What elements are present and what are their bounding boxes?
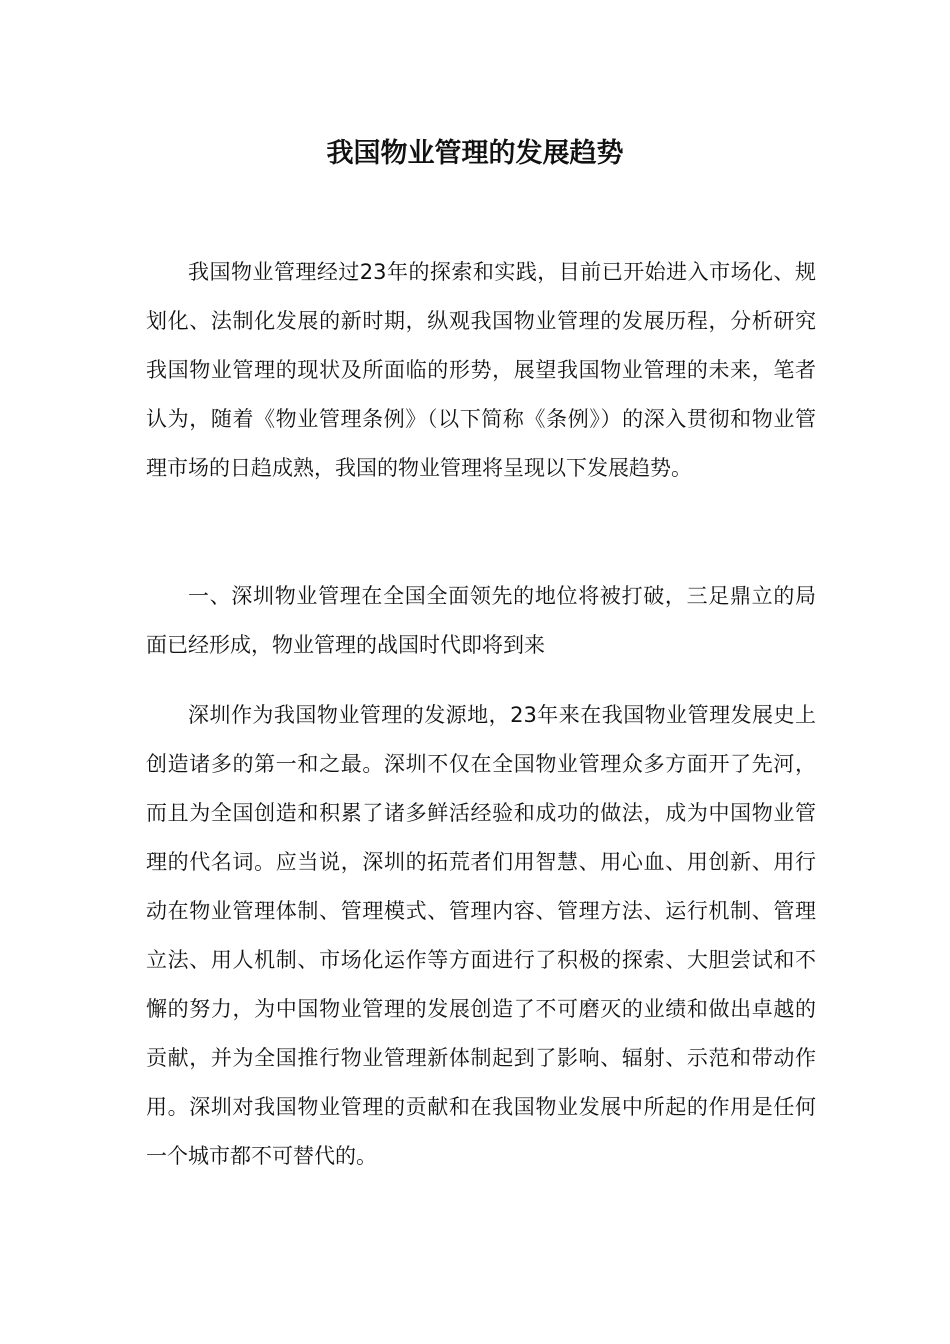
section-heading-one: 一、深圳物业管理在全国全面领先的地位将被打破，三足鼎立的局面已经形成，物业管理的战国时代即将到来 <box>146 584 816 657</box>
paragraph-intro: 我国物业管理经过23年的探索和实践，目前已开始进入市场化、规划化、法制化发展的新时期，纵观我国物业管理的发展历程，分析研究我国物业管理的现状及所面临的形势，展望我国物业管理的未来，笔者认为，随着《物业管理条例》（以下简称《条例》）的深入贯彻和物业管理市场的日趋成熟，我国的物业管理将呈现以下发展趋势。 <box>146 260 816 480</box>
document-title: 我国物业管理的发展趋势 <box>326 138 624 169</box>
paragraph-shenzhen: 深圳作为我国物业管理的发源地，23年来在我国物业管理发展史上创造诸多的第一和之最。深圳不仅在全国物业管理众多方面开了先河，而且为全国创造和积累了诸多鲜活经验和成功的做法，成为中国物业管理的代名词。应当说，深圳的拓荒者们用智慧、用心血、用创新、用行动在物业管理体制、管理模式、管理内容、管理方法、运行机制、管理立法、用人机制、市场化运作等方面进行了积极的探索、大胆尝试和不懈的努力，为中国物业管理的发展创造了不可磨灭的业绩和做出卓越的贡献，并为全国推行物业管理新体制起到了影响、辐射、示范和带动作用。深圳对我国物业管理的贡献和在我国物业发展中所起的作用是任何一个城市都不可替代的。 <box>146 703 816 1168</box>
